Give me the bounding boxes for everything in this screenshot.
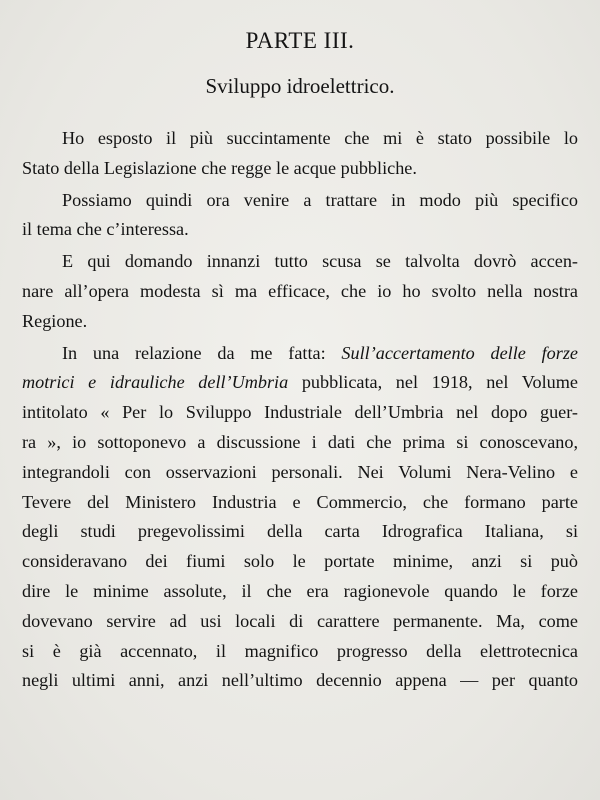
text-run: pubblicata, nel 1918, nel Volume	[288, 372, 578, 393]
text-line: degli studi pregevolissimi della carta Idrografica Italiana, si	[22, 521, 578, 542]
paragraph-2	[22, 186, 578, 246]
part-heading: PARTE III.	[245, 28, 355, 53]
text-line: dire le minime assolute, il che era ragionevole quando le forze	[22, 580, 578, 601]
italic-title-run: Sull’accertamento delle forze	[341, 342, 578, 363]
text-line	[22, 339, 578, 369]
text-line: intitolato « Per lo Sviluppo Industriale dell’Umbria nel dopo guer-	[22, 402, 578, 423]
text-line: consideravano dei fiumi solo le portate minime, anzi si può	[22, 551, 578, 572]
text-line	[22, 368, 578, 398]
body-text	[22, 124, 578, 696]
text-line: integrandoli con osservazioni personali. Nei Volumi Nera-Velino e	[22, 461, 578, 482]
text-line: Regione.	[22, 310, 88, 331]
text-line: Tevere del Ministero Industria e Commercio, che formano parte	[22, 491, 578, 512]
text-line: Ho esposto il più succintamente che mi è stato possibile lo	[62, 128, 578, 148]
text-line: Possiamo quindi ora venire a trattare in modo più specifico	[62, 189, 578, 210]
text-line: dovevano servire ad usi locali di carattere permanente. Ma, come	[22, 610, 578, 631]
text-line: nare all’opera modesta sì ma efficace, che io ho svolto nella nostra	[22, 280, 578, 301]
text-line: negli ultimi anni, anzi nell’ultimo decennio appena — per quanto	[22, 670, 578, 691]
text-line: si è già accennato, il magnifico progresso della elettrotecnica	[22, 640, 578, 661]
text-line: il tema che c’interessa.	[22, 219, 189, 240]
text-line: ra », io sottoponevo a discussione i dati che prima si conoscevano,	[22, 431, 578, 452]
text-line: E qui domando innanzi tutto scusa se talvolta dovrò accen-	[62, 251, 578, 272]
text-run: In una relazione da me fatta:	[62, 342, 342, 363]
paragraph-4	[22, 339, 578, 697]
italic-title-run: motrici e idrauliche dell’Umbria	[22, 372, 289, 393]
section-subtitle: Sviluppo idroelettrico.	[205, 74, 395, 98]
paragraph-1	[22, 124, 578, 184]
text-line: Stato della Legislazione che regge le acque pubbliche.	[22, 157, 417, 178]
paragraph-3	[22, 247, 578, 336]
